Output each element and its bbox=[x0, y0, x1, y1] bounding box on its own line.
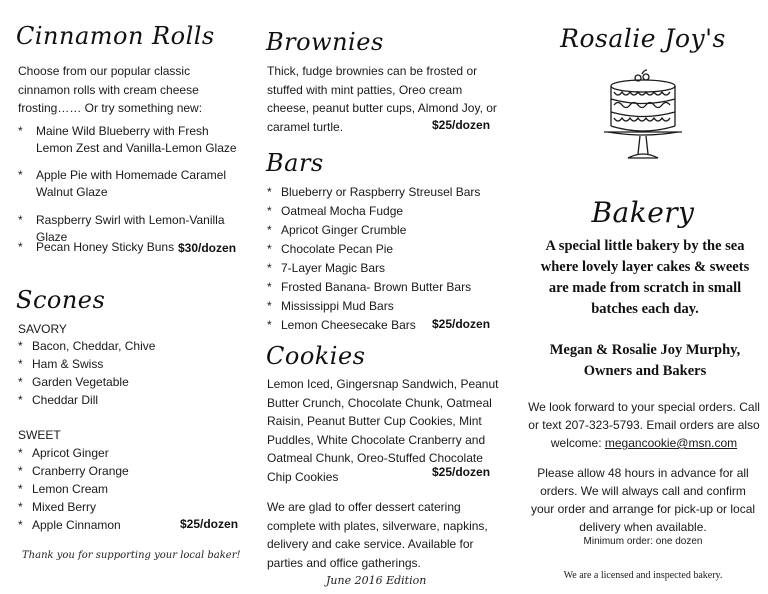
list-item: * 7-Layer Magic Bars bbox=[267, 261, 386, 275]
list-item: * Apricot Ginger bbox=[18, 446, 109, 460]
scones-price: $25/dozen bbox=[180, 517, 239, 531]
brownies-heading: Brownies bbox=[266, 28, 384, 56]
list-item: * Apple Cinnamon bbox=[18, 518, 121, 532]
bullet-asterisk: * bbox=[18, 213, 23, 227]
catering-text: We are glad to offer dessert catering complete with plates, silverware, napkins, delivery and cake service. Available for parties and office gatherings. bbox=[267, 500, 488, 570]
advance-notice: Please allow 48 hours in advance for all orders. We will always call and confirm your order and arrange for pick-up or local delivery when available. bbox=[530, 466, 756, 534]
list-item: * Blueberry or Raspberry Streusel Bars bbox=[267, 185, 481, 199]
email-link[interactable]: megancookie@msn.com bbox=[604, 436, 738, 450]
list-item: * Oatmeal Mocha Fudge bbox=[267, 204, 404, 218]
item-text: Pecan Honey Sticky Buns bbox=[36, 240, 175, 254]
brownies-price: $25/dozen bbox=[432, 118, 491, 132]
edition-note: June 2016 Edition bbox=[326, 574, 427, 587]
list-item: * Cranberry Orange bbox=[18, 464, 129, 478]
savory-label: SAVORY bbox=[18, 322, 67, 336]
list-item: * Lemon Cream bbox=[18, 482, 109, 496]
list-item: * Cheddar Dill bbox=[18, 393, 99, 407]
contact-info bbox=[524, 398, 764, 452]
brand-name: Rosalie Joy's bbox=[560, 24, 726, 53]
thank-you-note: Thank you for supporting your local baker! bbox=[22, 550, 241, 561]
licensed-note: We are a licensed and inspected bakery. bbox=[563, 570, 723, 581]
list-item: * Mixed Berry bbox=[18, 500, 97, 514]
bakery-info-panel bbox=[518, 0, 768, 594]
owners: Megan & Rosalie Joy Murphy, Owners and Bakers bbox=[549, 342, 741, 379]
cinnamon-rolls-heading: Cinnamon Rolls bbox=[16, 22, 215, 50]
cookies-description: Lemon Iced, Gingersnap Sandwich, Peanut Butter Crunch, Chocolate Chunk, Oatmeal Raisin, Peanut Butter Cup Cookies, Mint Puddles, White Chocolate Cranberry and Oatmeal Chunk, Oreo-Stuffed Chocolate Chip Cookies bbox=[267, 377, 499, 484]
list-item bbox=[18, 123, 242, 157]
brownies-description: Thick, fudge brownies can be frosted or stuffed with mint patties, Oreo cream cheese, peanut butter cups, Almond Joy, or caramel turtle. bbox=[267, 64, 497, 134]
list-item: * Chocolate Pecan Pie bbox=[267, 242, 394, 256]
bars-heading: Bars bbox=[266, 149, 324, 177]
list-item: * Lemon Cheesecake Bars bbox=[267, 318, 416, 332]
cookies-price: $25/dozen bbox=[432, 465, 491, 479]
list-item bbox=[18, 239, 178, 256]
bars-price: $25/dozen bbox=[432, 317, 491, 331]
bullet-asterisk: * bbox=[18, 124, 23, 138]
cinnamon-scones-panel bbox=[0, 0, 256, 594]
brownies-bars-cookies-panel bbox=[256, 0, 518, 594]
bakery-heading: Bakery bbox=[591, 196, 695, 229]
item-text: Apple Pie with Homemade Caramel Walnut Glaze bbox=[36, 168, 227, 199]
bullet-asterisk: * bbox=[18, 240, 23, 254]
cinnamon-price: $30/dozen bbox=[178, 241, 237, 255]
list-item: * Apricot Ginger Crumble bbox=[267, 223, 407, 237]
list-item: * Frosted Banana- Brown Butter Bars bbox=[267, 280, 472, 294]
list-item: * Ham & Swiss bbox=[18, 357, 104, 371]
list-item: * Garden Vegetable bbox=[18, 375, 129, 389]
sweet-label: SWEET bbox=[18, 428, 61, 442]
list-item: * Bacon, Cheddar, Chive bbox=[18, 339, 156, 353]
contact-text: We look forward to your special orders. Call or text 207-323-5793. Email orders are also welcome: bbox=[528, 400, 760, 450]
list-item bbox=[18, 167, 242, 201]
cake-icon bbox=[602, 66, 684, 162]
tagline: A special little bakery by the sea where lovely layer cakes & sweets are made from scratch in small batches each day. bbox=[540, 238, 750, 317]
cookies-heading: Cookies bbox=[266, 342, 366, 370]
minimum-order: Minimum order: one dozen bbox=[583, 536, 703, 547]
cinnamon-intro: Choose from our popular classic cinnamon rolls with cream cheese frosting…… Or try something new: bbox=[18, 64, 203, 115]
scones-heading: Scones bbox=[16, 286, 106, 314]
bullet-asterisk: * bbox=[18, 168, 23, 182]
item-text: Raspberry Swirl with Lemon-Vanilla Glaze bbox=[36, 213, 225, 244]
item-text: Maine Wild Blueberry with Fresh Lemon Zest and Vanilla-Lemon Glaze bbox=[36, 124, 237, 155]
list-item: * Mississippi Mud Bars bbox=[267, 299, 394, 313]
